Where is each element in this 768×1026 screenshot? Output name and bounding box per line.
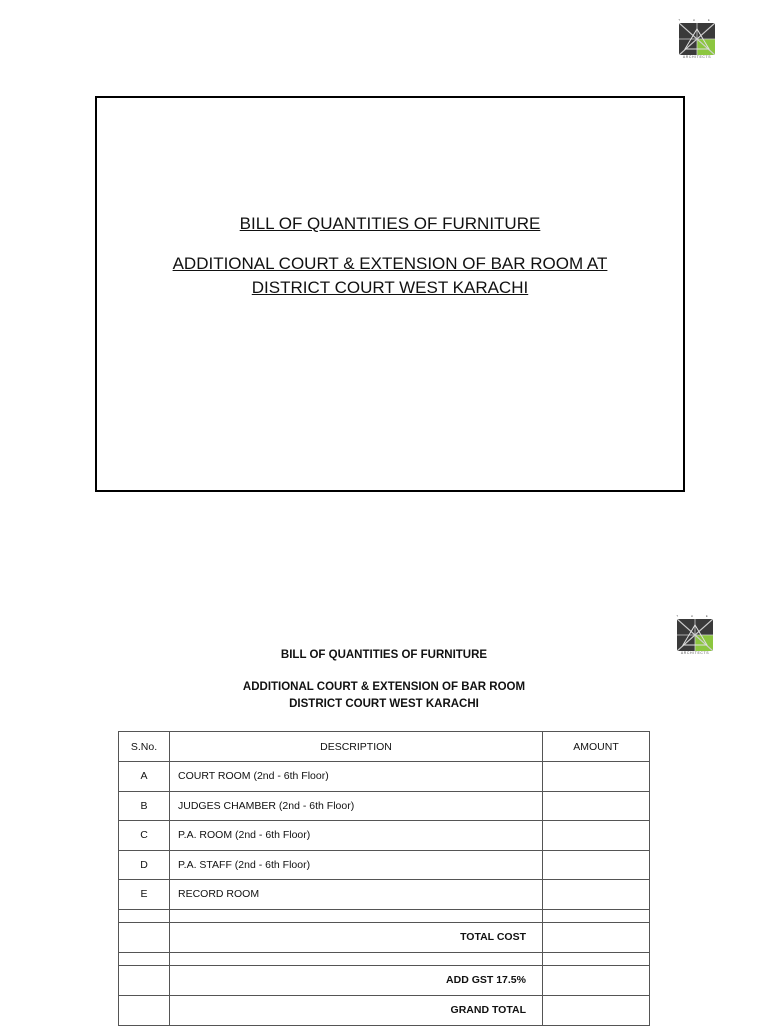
spacer-row	[119, 952, 650, 965]
row-sno: A	[119, 762, 170, 792]
grand-total-amount	[543, 995, 650, 1025]
cover-title: BILL OF QUANTITIES OF FURNITURE	[239, 214, 541, 233]
row-description: RECORD ROOM	[170, 880, 543, 910]
cover-subtitle-line1: ADDITIONAL COURT & EXTENSION OF BAR ROOM AT	[172, 254, 608, 273]
logo-caption: ARCHITECTS	[682, 55, 712, 59]
grand-total-label: GRAND TOTAL	[170, 995, 543, 1025]
cover-box	[95, 96, 685, 492]
logo-caption: ARCHITECTS	[680, 651, 710, 655]
table-row	[119, 850, 650, 880]
logo-top-text: T H E	[676, 614, 714, 618]
row-description: COURT ROOM (2nd - 6th Floor)	[170, 762, 543, 792]
row-sno: E	[119, 880, 170, 910]
row-amount	[543, 850, 650, 880]
header-amount: AMOUNT	[543, 732, 650, 762]
total-cost-label: TOTAL COST	[170, 922, 543, 952]
row-description: JUDGES CHAMBER (2nd - 6th Floor)	[170, 791, 543, 821]
cover-subtitle	[97, 252, 683, 300]
header-sno: S.No.	[119, 732, 170, 762]
table-row	[119, 762, 650, 792]
row-amount	[543, 762, 650, 792]
row-sno: D	[119, 850, 170, 880]
table-row	[119, 880, 650, 910]
architects-logo	[676, 18, 718, 62]
row-description: P.A. ROOM (2nd - 6th Floor)	[170, 821, 543, 851]
cover-subtitle-line2: DISTRICT COURT WEST KARACHI	[251, 278, 529, 297]
total-cost-amount	[543, 922, 650, 952]
gst-amount	[543, 965, 650, 995]
logo-top-text: T H E	[678, 18, 716, 22]
row-amount	[543, 880, 650, 910]
spacer-row	[119, 909, 650, 922]
row-amount	[543, 821, 650, 851]
row-description: P.A. STAFF (2nd - 6th Floor)	[170, 850, 543, 880]
boq-title: BILL OF QUANTITIES OF FURNITURE	[280, 649, 488, 661]
architects-logo-icon	[679, 23, 715, 55]
architects-logo-icon	[677, 619, 713, 651]
total-cost-row	[119, 922, 650, 952]
header-description: DESCRIPTION	[170, 732, 543, 762]
grand-total-row	[119, 995, 650, 1025]
boq-subtitle-line2: DISTRICT COURT WEST KARACHI	[289, 698, 479, 710]
table-row	[119, 791, 650, 821]
table-header-row	[119, 732, 650, 762]
row-amount	[543, 791, 650, 821]
gst-label: ADD GST 17.5%	[170, 965, 543, 995]
boq-table	[118, 731, 650, 1026]
row-sno: B	[119, 791, 170, 821]
gst-row	[119, 965, 650, 995]
boq-subtitle-line1: ADDITIONAL COURT & EXTENSION OF BAR ROOM	[242, 681, 526, 693]
row-sno: C	[119, 821, 170, 851]
table-row	[119, 821, 650, 851]
